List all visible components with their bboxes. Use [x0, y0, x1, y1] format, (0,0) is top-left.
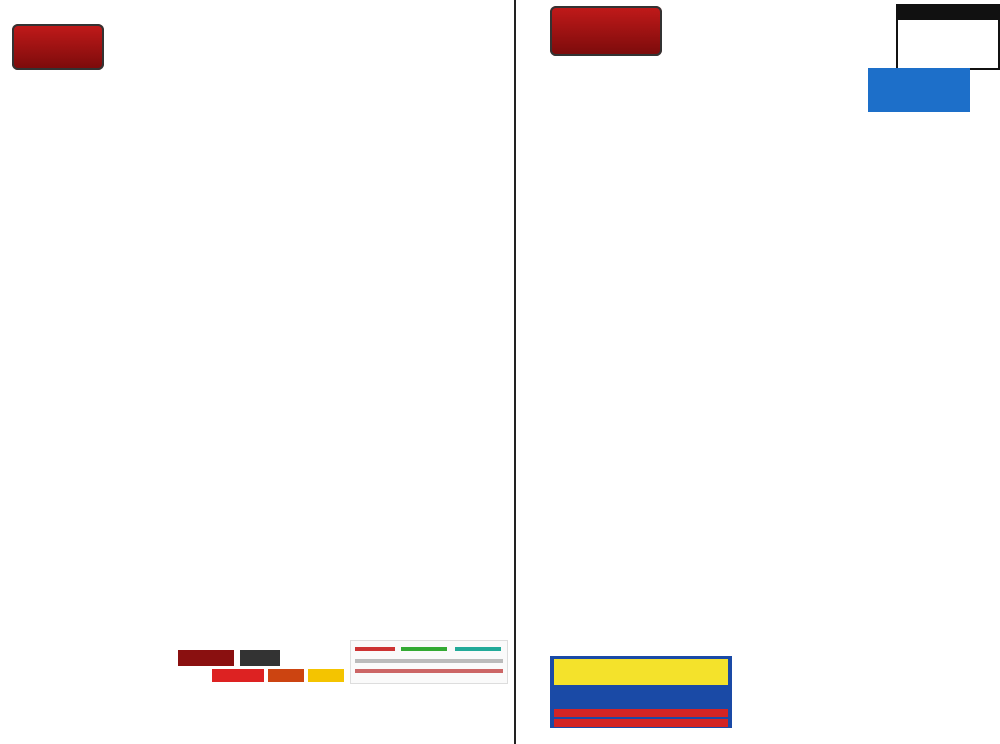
- sponsor-ktc-logo: [268, 669, 304, 682]
- round-badge: [868, 68, 970, 112]
- registration-form-page: [518, 0, 1000, 744]
- sponsor-designer-logo: [212, 669, 264, 682]
- registration-fee-banner: [550, 656, 732, 728]
- sponsor-djava-logo: [286, 650, 346, 666]
- idc-logo: [12, 24, 104, 70]
- sponsor-kawahara-logo: [178, 650, 234, 666]
- sponsor-k2r-logo: [240, 650, 280, 666]
- start-number-label: [898, 6, 998, 20]
- start-number-box[interactable]: [896, 4, 1000, 70]
- info-technical: [554, 719, 728, 727]
- sponsor-sss-logo: [308, 669, 344, 682]
- social-media-strip: [350, 640, 508, 684]
- idc-logo: [550, 6, 662, 56]
- page-divider: [514, 0, 516, 744]
- sponsor-logos: [178, 650, 348, 684]
- info-registration: [554, 709, 728, 717]
- sponsor-irc-logo: [178, 669, 208, 682]
